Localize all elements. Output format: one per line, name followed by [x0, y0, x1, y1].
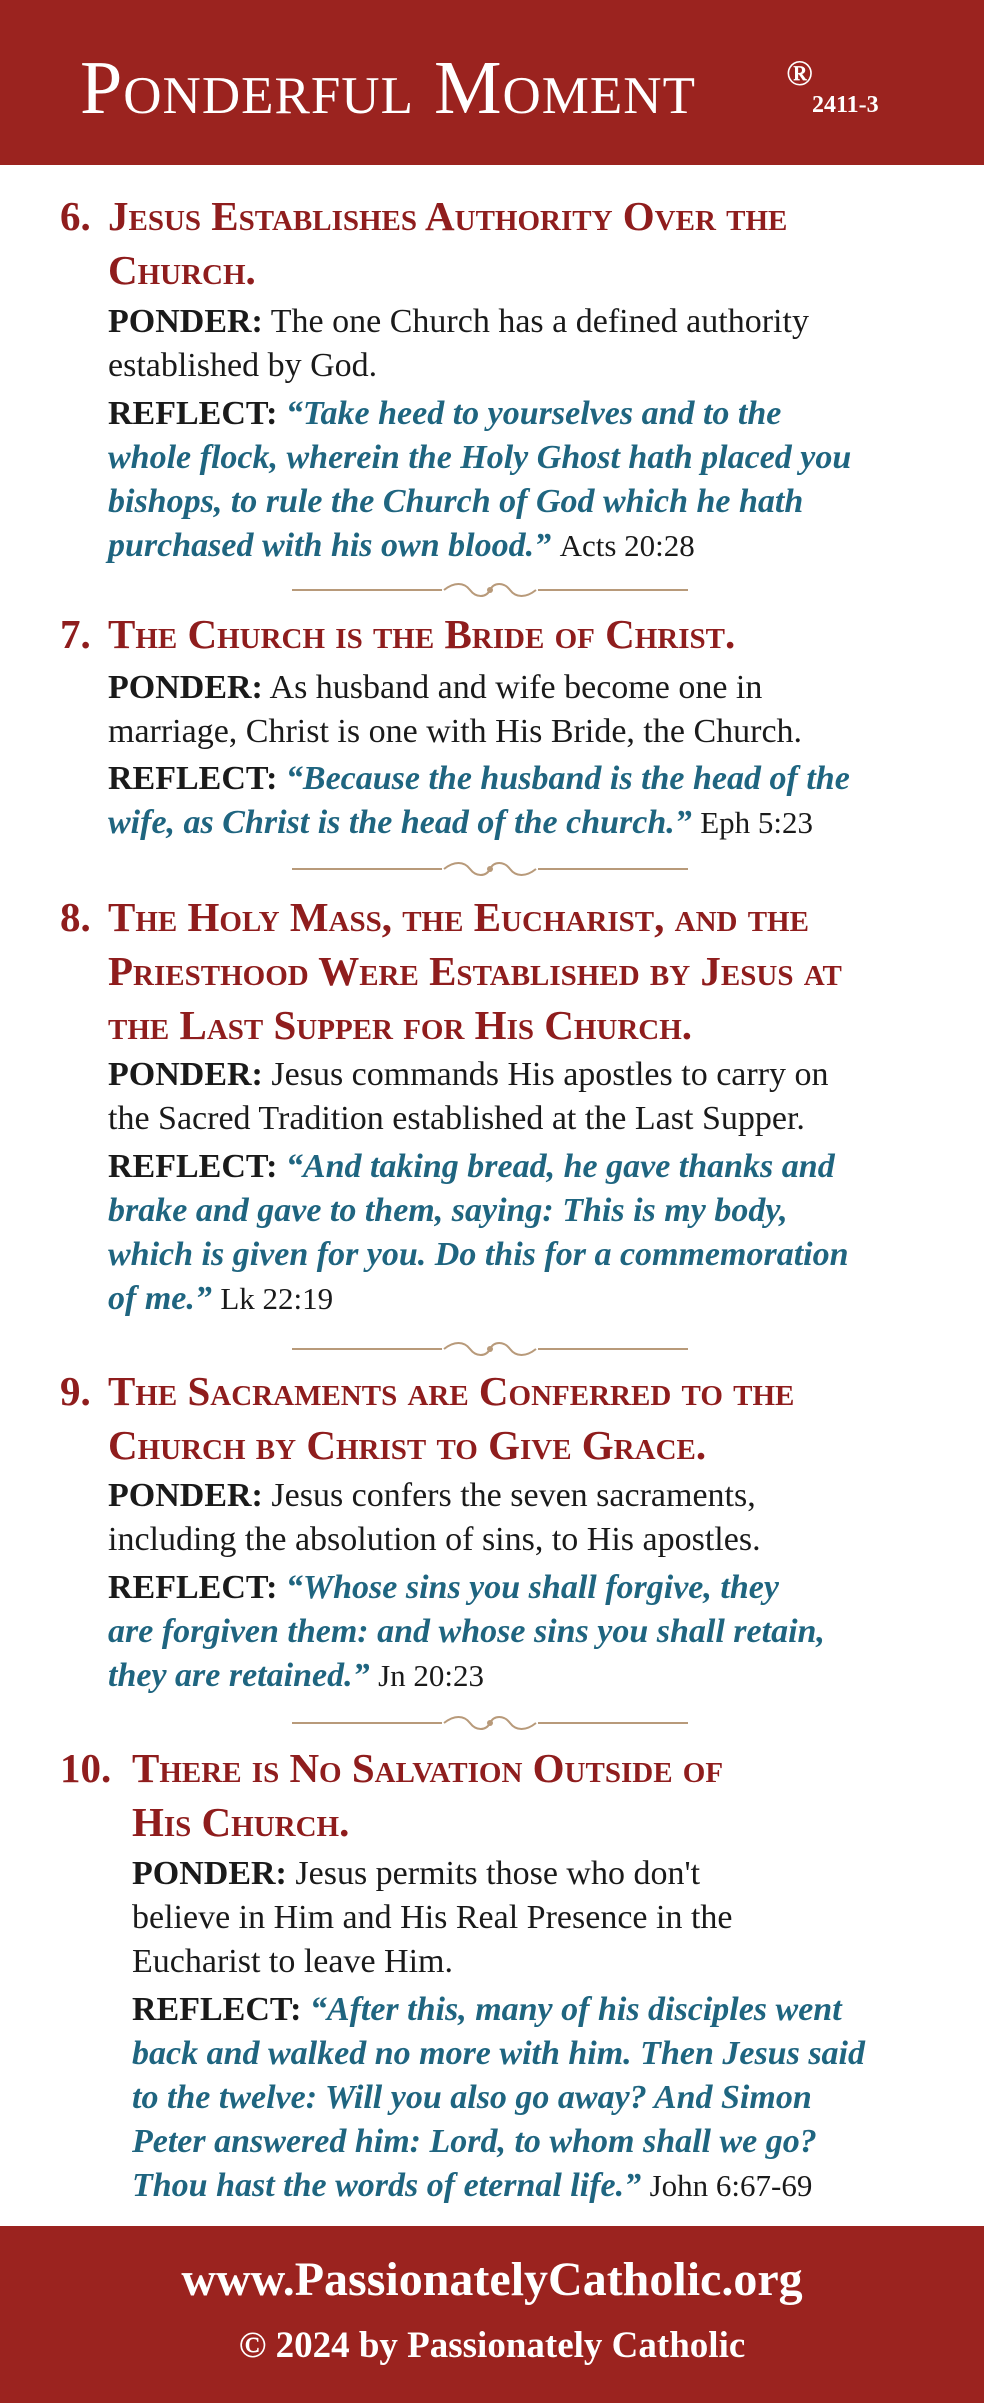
ponder-label: PONDER: — [132, 1855, 287, 1892]
item-number: 8. — [60, 894, 91, 940]
ornament-divider — [292, 1714, 688, 1732]
registered-mark: ® — [786, 53, 813, 93]
ponder-text: PONDER: Jesus confers the seven sacraments, including the absolution of sins, to His apostles. — [108, 1477, 761, 1558]
reflect-label: REFLECT: — [108, 1148, 278, 1185]
heading-line: His Church. — [132, 1799, 350, 1845]
ornament-divider — [292, 1340, 688, 1358]
heading-line: There is No Salvation Outside of — [132, 1745, 724, 1791]
heading-line: The Sacraments are Conferred to the — [108, 1368, 795, 1414]
ponder-label: PONDER: — [108, 669, 263, 706]
scripture-citation: Eph 5:23 — [700, 805, 814, 840]
heading-line: The Church is the Bride of Christ. — [108, 611, 736, 657]
scripture-citation: John 6:67-69 — [649, 2168, 813, 2203]
reflect-text: REFLECT: “And taking bread, he gave thanks and brake and gave to them, saying: This is my body, which is given for you. Do this for a commemoration of me.” Lk 22:19 — [108, 1148, 849, 1317]
page-header — [0, 0, 984, 165]
copyright-text: © 2024 by Passionately Catholic — [238, 2325, 746, 2366]
card-code: 2411-3 — [812, 92, 879, 118]
item-number: 9. — [60, 1368, 91, 1414]
heading-line: Priesthood Were Established by Jesus at — [108, 948, 842, 994]
item-number: 10. — [60, 1745, 112, 1791]
reflect-text: REFLECT: “Because the husband is the head of the wife, as Christ is the head of the church.” Eph 5:23 — [108, 760, 850, 841]
ponder-text: PONDER: Jesus commands His apostles to carry on the Sacred Tradition established at the Last Supper. — [108, 1056, 829, 1137]
ponder-label: PONDER: — [108, 1477, 263, 1514]
ponder-label: PONDER: — [108, 1056, 263, 1093]
scripture-citation: Jn 20:23 — [378, 1658, 485, 1693]
ornament-divider — [292, 581, 688, 599]
ornament-divider — [292, 860, 688, 878]
page-title: Ponderful Moment — [80, 46, 696, 130]
item-number: 6. — [60, 193, 91, 239]
page-footer — [0, 2226, 984, 2403]
reflect-text: REFLECT: “Take heed to yourselves and to the whole flock, wherein the Holy Ghost hath placed you bishops, to rule the Church of God which he hath purchased with his own blood.” Acts 20:28 — [108, 395, 852, 564]
ponder-text: PONDER: As husband and wife become one in marriage, Christ is one with His Bride, the Church. — [108, 669, 803, 750]
reflect-text: REFLECT: “Whose sins you shall forgive, they are forgiven them: and whose sins you shall retain, they are retained.” Jn 20:23 — [108, 1569, 825, 1694]
scripture-citation: Lk 22:19 — [220, 1281, 334, 1316]
reflect-label: REFLECT: — [108, 760, 278, 797]
item-number: 7. — [60, 611, 91, 657]
heading-line: Jesus Establishes Authority Over the — [108, 193, 788, 239]
heading-line: Church. — [108, 247, 256, 293]
heading-line: Church by Christ to Give Grace. — [108, 1422, 707, 1468]
reflect-text: REFLECT: “After this, many of his disciples went back and walked no more with him. Then Jesus said to the twelve: Will you also go away? And Simon Peter answered him: Lord, to whom shall we go? Thou hast the words of eternal life.” John 6:67-69 — [132, 1991, 865, 2204]
reflect-label: REFLECT: — [108, 1569, 278, 1606]
website-link[interactable]: www.PassionatelyCatholic.org — [181, 2253, 803, 2306]
ponder-label: PONDER: — [108, 303, 263, 340]
reflect-label: REFLECT: — [132, 1991, 302, 2028]
ponder-text: PONDER: Jesus permits those who don't believe in Him and His Real Presence in the Eucharist to leave Him. — [132, 1855, 733, 1980]
ponder-text: PONDER: The one Church has a defined authority established by God. — [108, 303, 809, 384]
heading-line: The Holy Mass, the Eucharist, and the — [108, 894, 809, 940]
scripture-citation: Acts 20:28 — [559, 528, 695, 563]
reflect-label: REFLECT: — [108, 395, 278, 432]
heading-line: the Last Supper for His Church. — [108, 1002, 693, 1048]
